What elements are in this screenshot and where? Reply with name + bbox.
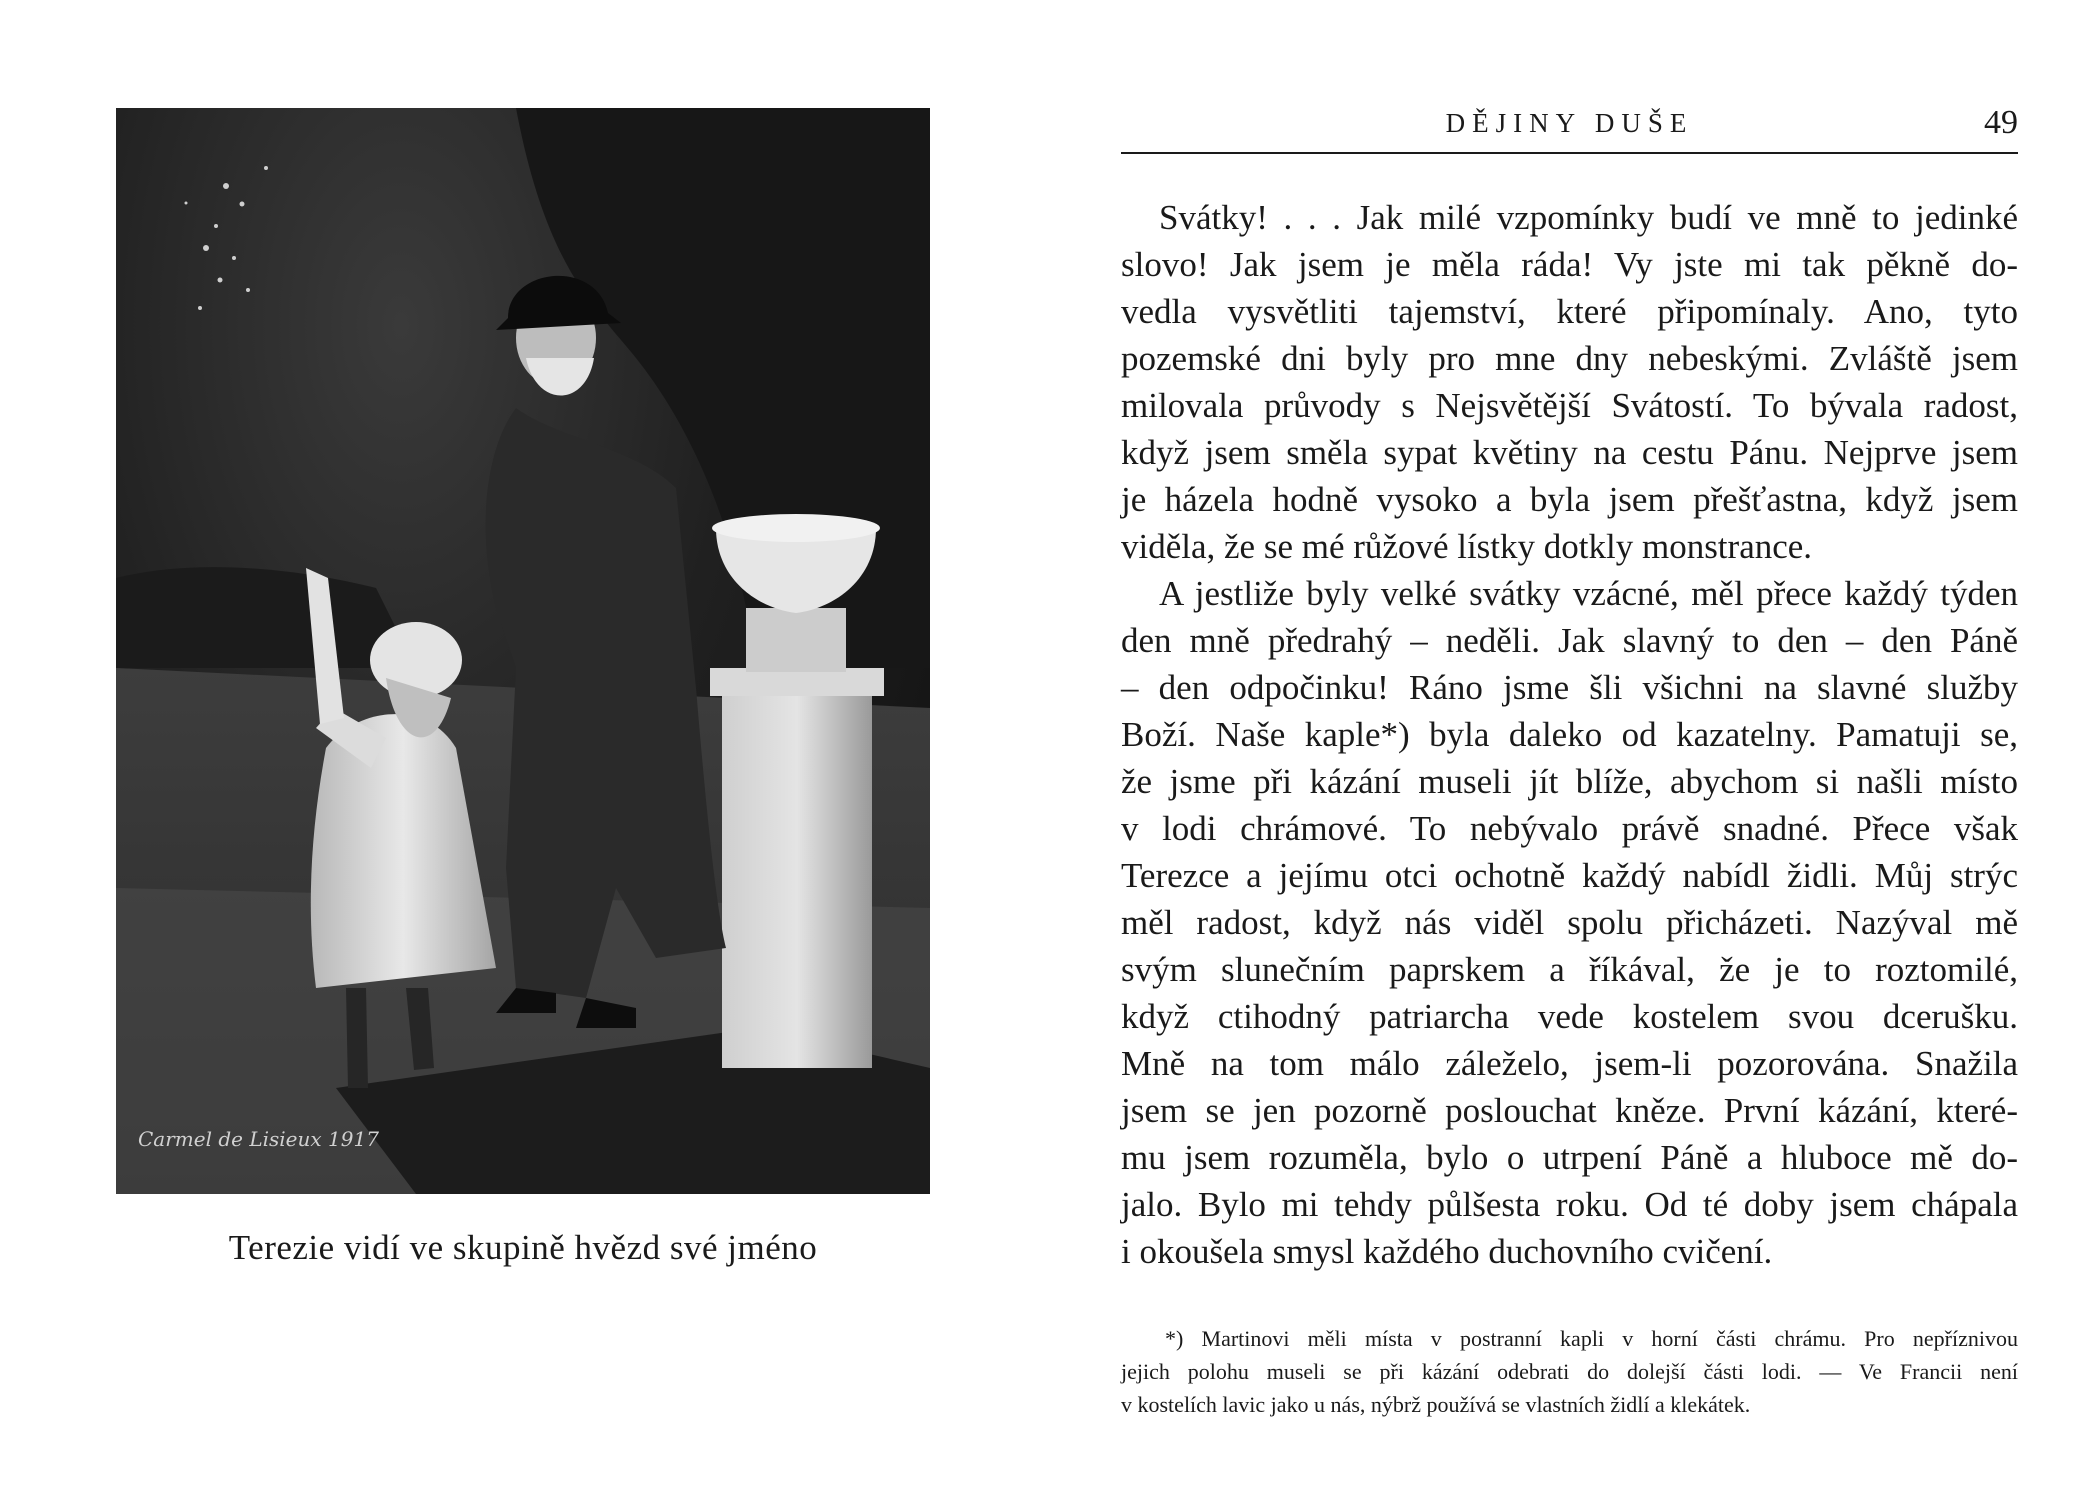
text-line: Boží. Naše kaple*) byla daleko od kazatelny. Pamatuji se, — [1121, 715, 2018, 754]
illustration-caption: Terezie vidí ve skupině hvězd své jméno — [228, 1228, 818, 1267]
artist-signature: Carmel de Lisieux 1917 — [138, 1127, 379, 1151]
text-line: A jestliže byly velké svátky vzácné, měl přece každý týden — [1159, 574, 2018, 613]
running-title: DĚJINY DUŠE — [1445, 108, 1694, 138]
text-line: slovo! Jak jsem je měla ráda! Vy jste mi tak pěkně do- — [1121, 245, 2018, 284]
text-line: vedla vysvětliti tajemství, které připomínaly. Ano, tyto — [1121, 292, 2018, 331]
text-line: pozemské dni byly pro mne dny nebeskými. Zvláště jsem — [1121, 339, 2018, 378]
text-line: den mně předrahý – neděli. Jak slavný to den – den Páně — [1121, 621, 2018, 660]
text-line: jsem se jen pozorně poslouchat kněze. První kázání, které- — [1121, 1091, 2018, 1130]
text-line: svým slunečním paprskem a říkával, že je to roztomilé, — [1121, 950, 2018, 989]
body-text — [1121, 194, 2018, 1275]
text-line: Mně na tom málo záleželo, jsem-li pozorována. Snažila — [1121, 1044, 2018, 1083]
text-line: Terezce a jejímu otci ochotně každý nabídl židli. Můj strýc — [1121, 856, 2018, 895]
text-line: – den odpočinku! Ráno jsme šli všichni na slavné služby — [1121, 668, 2018, 707]
text-line: Svátky! . . . Jak milé vzpomínky budí ve mně to jedinké — [1159, 198, 2018, 237]
text-line: měl radost, když nás viděl spolu přicházeti. Nazýval mě — [1121, 903, 2018, 942]
text-line: že jsme při kázání museli jít blíže, abychom si našli místo — [1121, 762, 2018, 801]
footnote — [1121, 1322, 2018, 1421]
footnote-line: v kostelích lavic jako u nás, nýbrž používá se vlastních židlí a klekátek. — [1121, 1392, 1751, 1417]
text-line: viděla, že se mé růžové lístky dotkly monstrance. — [1121, 527, 1813, 566]
text-line: když ctihodný patriarcha vede kostelem svou dcerušku. — [1121, 997, 2018, 1036]
text-line: mu jsem rozuměla, bylo o utrpení Páně a hluboce mě do- — [1121, 1138, 2018, 1177]
text-line: i okoušela smysl každého duchovního cvičení. — [1121, 1232, 1773, 1271]
right-page — [1039, 0, 2078, 1500]
illustration-plate — [116, 108, 930, 1194]
text-line: milovala průvody s Nejsvětější Svátostí. To bývala radost, — [1121, 386, 2018, 425]
text-line: jalo. Bylo mi tehdy půlšesta roku. Od té doby jsem chápala — [1121, 1185, 2018, 1224]
footnote-line: jejich polohu museli se při kázání odebrati do dolejší části lodi. — Ve Francii není — [1121, 1359, 2018, 1384]
text-line: když jsem směla sypat květiny na cestu Pánu. Nejprve jsem — [1121, 433, 2018, 472]
text-line: je házela hodně vysoko a byla jsem přešťastna, když jsem — [1121, 480, 2018, 519]
text-line: v lodi chrámové. To nebývalo právě snadné. Přece však — [1121, 809, 2018, 848]
illustration-drawing — [116, 108, 930, 1194]
footnote-line: *) Martinovi měli místa v postranní kapli v horní části chrámu. Pro nepříznivou — [1165, 1326, 2018, 1351]
running-head — [1121, 104, 2018, 154]
page-number: 49 — [1984, 104, 2018, 141]
